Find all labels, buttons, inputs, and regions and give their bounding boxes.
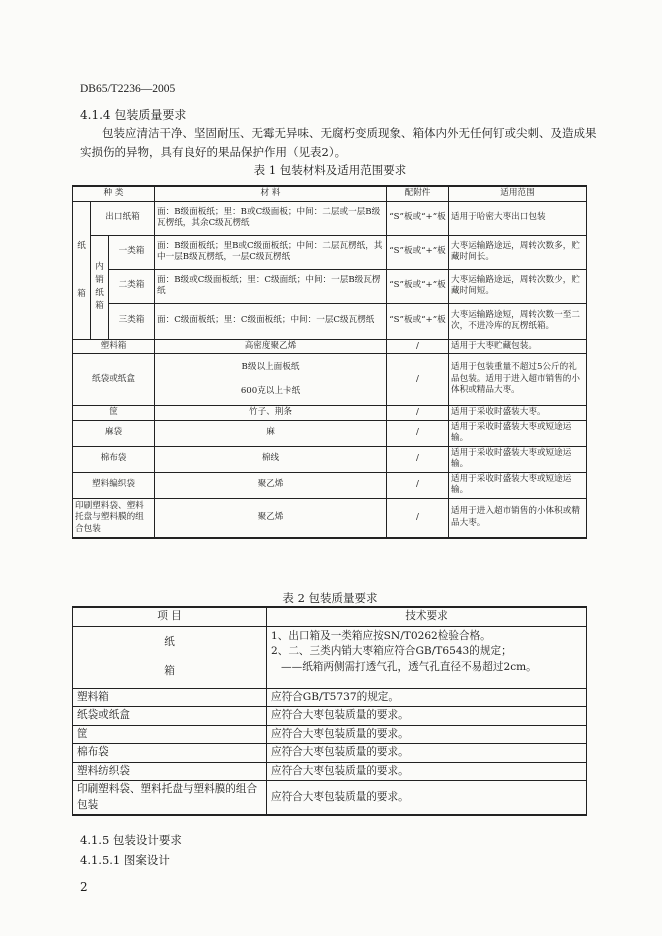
requirement-cell: 应符合大枣包装质量的要求。 [267, 707, 587, 726]
header-accessory: 配附件 [387, 186, 449, 201]
section-title: 包装质量要求 [114, 108, 187, 122]
range-cell: 适用于采收时盛装大枣或短途运输。 [449, 420, 587, 446]
table-row [73, 446, 587, 472]
accessory-cell: / [387, 406, 449, 421]
item-cell: 筐 [73, 725, 267, 744]
type-cell: 印刷塑料袋、塑料托盘与塑料膜的组合包装 [73, 498, 155, 538]
type-cell: 一类箱 [109, 235, 155, 269]
table-row [73, 744, 587, 763]
table-row [73, 781, 587, 816]
type-cell: 出口纸箱 [91, 201, 155, 235]
table-row [73, 354, 587, 406]
table2-caption: 表 2 包装质量要求 [282, 591, 378, 605]
header-item: 项 目 [73, 607, 267, 626]
item-cell: 棉布袋 [73, 744, 267, 763]
table-row [73, 303, 587, 339]
table-row [73, 339, 587, 354]
section-heading [80, 106, 186, 123]
requirement-cell: 应符合大枣包装质量的要求。 [267, 744, 587, 763]
range-cell: 适用于大枣贮藏包装。 [449, 339, 587, 354]
range-cell: 大枣运输路途远，周转次数少，贮藏时间短。 [449, 269, 587, 303]
accessory-cell: / [387, 472, 449, 498]
requirement-cell: 应符合大枣包装质量的要求。 [267, 725, 587, 744]
table-packaging-materials [72, 185, 587, 539]
requirement-cell [267, 626, 587, 688]
table-row [73, 498, 587, 538]
table-row [73, 762, 587, 781]
material-cell: 麻 [155, 420, 387, 446]
accessory-cell: / [387, 354, 449, 406]
material-cell: 棉线 [155, 446, 387, 472]
material-cell: 面：B级面板纸；里：B或C级面板；中间：二层或一层B级瓦楞纸，其余C级瓦楞纸 [155, 201, 387, 235]
material-cell: 高密度聚乙烯 [155, 339, 387, 354]
type-cell: 麻袋 [73, 420, 155, 446]
table-row [73, 269, 587, 303]
section-number: 4.1.4 [80, 108, 111, 122]
table-row [73, 688, 587, 707]
material-cell: 面：B级面板纸；里B或C级面板纸；中间：二层瓦楞纸，其中一层B级瓦楞纸，一层C级瓦楞纸 [155, 235, 387, 269]
table-header-row [73, 607, 587, 626]
type-cell: 棉布袋 [73, 446, 155, 472]
material-cell: 面：C级面板纸；里：C级面板纸；中间：一层C级瓦楞纸 [155, 303, 387, 339]
accessory-cell: / [387, 339, 449, 354]
range-cell: 适用于采收时盛装大枣或短途运输。 [449, 472, 587, 498]
range-cell: 适用于包装重量不超过5公斤的礼品包装。适用于进入超市销售的小体积或精品大枣。 [449, 354, 587, 406]
accessory-cell: / [387, 446, 449, 472]
accessory-cell: / [387, 420, 449, 446]
accessory-cell: “S”板或“+”板 [387, 303, 449, 339]
requirement-line: 1、出口箱及一类箱应按SN/T0262检验合格。 [271, 629, 491, 642]
type-cell: 筐 [73, 406, 155, 421]
item-cell: 纸袋或纸盒 [73, 707, 267, 726]
item-cell: 塑料箱 [73, 688, 267, 707]
table-row [73, 420, 587, 446]
requirement-line: ——纸箱两侧需打透气孔，透气孔直径不易超过2cm。 [281, 660, 537, 673]
header-type: 种 类 [73, 186, 155, 201]
material-cell: 聚乙烯 [155, 472, 387, 498]
table-row [73, 406, 587, 421]
type-cell: 塑料箱 [73, 339, 155, 354]
range-cell: 适用于进入超市销售的小体积或精品大枣。 [449, 498, 587, 538]
range-cell: 适用于采收时盛装大枣或短途运输。 [449, 446, 587, 472]
type-cell: 三类箱 [109, 303, 155, 339]
table-row [73, 707, 587, 726]
header-range: 适用范围 [449, 186, 587, 201]
accessory-cell: “S”板或“+”板 [387, 269, 449, 303]
material-cell: 面：B级或C级面板纸；里：C级面纸；中间：一层B级瓦楞纸 [155, 269, 387, 303]
document-code: DB65/T2236—2005 [80, 83, 176, 95]
table-row [73, 201, 587, 235]
table1-caption: 表 1 包装材料及适用范围要求 [253, 163, 407, 177]
page-number: 2 [80, 880, 88, 894]
header-material: 材 料 [155, 186, 387, 201]
table-header-row [73, 186, 587, 201]
subsubsection-heading: 4.1.5.1 图案设计 [80, 853, 170, 867]
item-cell: 纸 箱 [73, 626, 267, 688]
type-cell: 塑料编织袋 [73, 472, 155, 498]
table-quality-requirements [72, 606, 587, 816]
accessory-cell: “S”板或“+”板 [387, 235, 449, 269]
material-cell: 聚乙烯 [155, 498, 387, 538]
item-cell: 印刷塑料袋、塑料托盘与塑料膜的组合包装 [73, 781, 267, 816]
table-row [73, 725, 587, 744]
range-cell: 适用于哈密大枣出口包装 [449, 201, 587, 235]
accessory-cell: “S”板或“+”板 [387, 201, 449, 235]
range-cell: 大枣运输路途短，周转次数一至二次，不进冷库的瓦楞纸箱。 [449, 303, 587, 339]
accessory-cell: / [387, 498, 449, 538]
requirement-line: 2、二、三类内销大枣箱应符合GB/T6543的规定； [271, 645, 512, 657]
requirement-cell: 应符合GB/T5737的规定。 [267, 688, 587, 707]
requirement-cell: 应符合大枣包装质量的要求。 [267, 781, 587, 816]
table-row [73, 626, 587, 688]
subsection-heading: 4.1.5 包装设计要求 [80, 833, 182, 847]
material-cell [155, 354, 387, 406]
type-cell: 纸袋或纸盒 [73, 354, 155, 406]
range-cell: 大枣运输路途远，周转次数多，贮藏时间长。 [449, 235, 587, 269]
requirement-cell: 应符合大枣包装质量的要求。 [267, 762, 587, 781]
neixiao-group-label: 内 销 纸 箱 [91, 235, 109, 339]
header-requirement: 技术要求 [267, 607, 587, 626]
item-cell: 塑料纺织袋 [73, 762, 267, 781]
type-cell: 二类箱 [109, 269, 155, 303]
table-row [73, 472, 587, 498]
material-cell: 竹子、荆条 [155, 406, 387, 421]
table-row [73, 235, 587, 269]
material-line-2: 600克以上卡纸 [240, 385, 301, 396]
range-cell: 适用于采收时盛装大枣。 [449, 406, 587, 421]
material-line-1: B级以上面板纸 [241, 362, 300, 372]
zhixiang-group-label: 纸 箱 [73, 201, 91, 339]
body-paragraph: 包装应清洁干净、坚固耐压、无霉无异味、无腐朽变质现象、箱体内外无任何钉或尖刺、及造成果实损伤的异物，具有良好的果品保护作用（见表2）。 [80, 126, 597, 159]
